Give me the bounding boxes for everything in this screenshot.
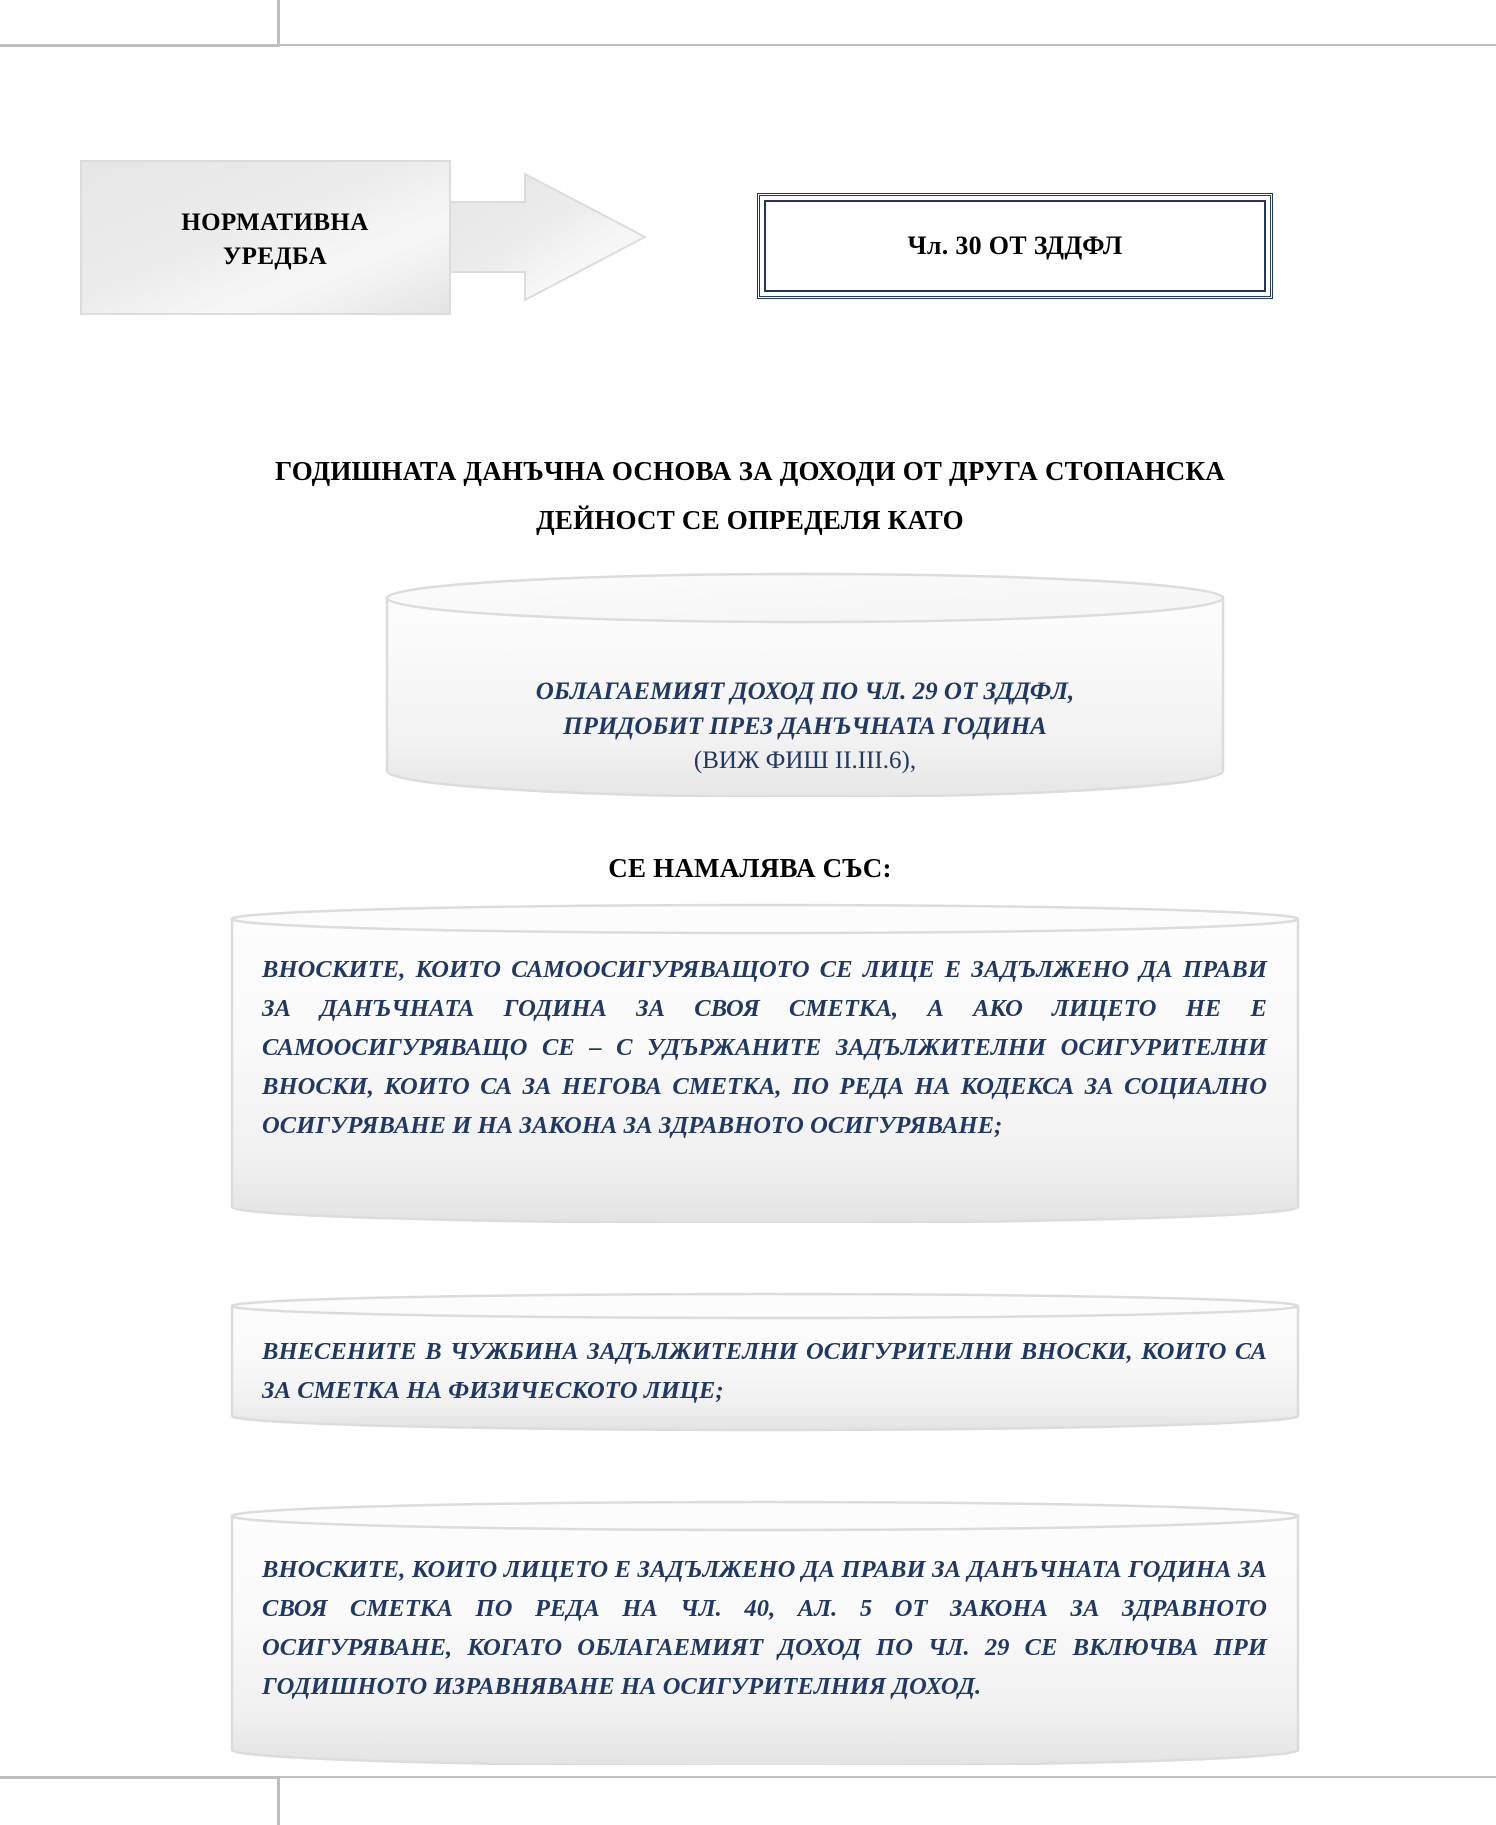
page-frame-vertical-bottom [277,1778,280,1825]
taxable-income-line-2: ПРИДОБИТ ПРЕЗ ДАНЪЧНАТА ГОДИНА [563,712,1047,740]
law-reference-box-inner-border [764,200,1266,292]
taxable-income-line-1: ОБЛАГАЕМИЯТ ДОХОД ПО ЧЛ. 29 ОТ ЗДДФЛ, [535,678,1075,705]
page-title-line-2: ДЕЙНОСТ СЕ ОПРЕДЕЛЯ КАТО [536,505,964,536]
deduction-text-3: ВНОСКИТЕ, КОИТО ЛИЦЕТО Е ЗАДЪЛЖЕНО ДА ПРАВИ ЗА ДАНЪЧНАТА ГОДИНА ЗА СВОЯ СМЕТКА ПО РЕДА НА ЧЛ. 40, АЛ. 5 ОТ ЗАКОНА ЗА ЗДРАВНОТО ОСИГУРЯВАНЕ, КОГАТО ОБЛАГАЕМИЯТ ДОХОД ПО ЧЛ. 29 СЕ ВКЛЮЧВА ПРИ ГОДИШНОТО ИЗРАВНЯВАНЕ НА ОСИГУРИТЕЛНИЯ ДОХОД. [262,1556,1267,1701]
page-frame-vertical-top [277,0,280,47]
regulation-label-line-1: НОРМАТИВНА [181,209,369,236]
page-title-line-1: ГОДИШНАТА ДАНЪЧНА ОСНОВА ЗА ДОХОДИ ОТ ДРУГА СТОПАНСКА [275,456,1225,486]
page-title [150,447,1350,545]
page-frame-top-right [279,44,1496,46]
law-reference-box [757,193,1273,299]
page-frame-bottom-right [279,1776,1496,1778]
law-reference-label: Чл. 30 ОТ ЗДДФЛ [907,231,1123,260]
deduction-text-1: ВНОСКИТЕ, КОИТО САМООСИГУРЯВАЩОТО СЕ ЛИЦЕ Е ЗАДЪЛЖЕНО ДА ПРАВИ ЗА ДАНЪЧНАТА ГОДИНА ЗА СВОЯ СМЕТКА, А АКО ЛИЦЕТО НЕ Е САМООСИГУРЯВАЩО СЕ – С УДЪРЖАНИТЕ ЗАДЪЛЖИТЕЛНИ ОСИГУРИТЕЛНИ ВНОСКИ, КОИТО СА ЗА НЕГОВА СМЕТКА, ПО РЕДА НА КОДЕКСА ЗА СОЦИАЛНО ОСИГУРЯВАНЕ И НА ЗАКОНА ЗА ЗДРАВНОТО ОСИГУРЯВАНЕ; [262,956,1267,1140]
taxable-income-cylinder [385,572,1225,797]
regulation-label-line-2: УРЕДБА [222,242,328,270]
deduction-box-1 [230,903,1300,1223]
deduction-box-3 [230,1500,1300,1765]
reduce-heading: СЕ НАМАЛЯВА СЪС: [608,853,892,883]
deduction-box-2 [230,1292,1300,1432]
regulation-arrow-block [80,160,650,315]
page-frame-top-left [0,44,279,47]
page-frame-bottom-left [0,1776,279,1779]
taxable-income-line-3: (ВИЖ ФИШ II.III.6), [693,747,917,774]
taxable-income-text [425,675,1185,779]
deduction-text-2: ВНЕСЕНИТЕ В ЧУЖБИНА ЗАДЪЛЖИТЕЛНИ ОСИГУРИТЕЛНИ ВНОСКИ, КОИТО СА ЗА СМЕТКА НА ФИЗИЧЕСКОТО ЛИЦЕ; [262,1338,1267,1405]
regulation-arrow-label [100,206,450,274]
